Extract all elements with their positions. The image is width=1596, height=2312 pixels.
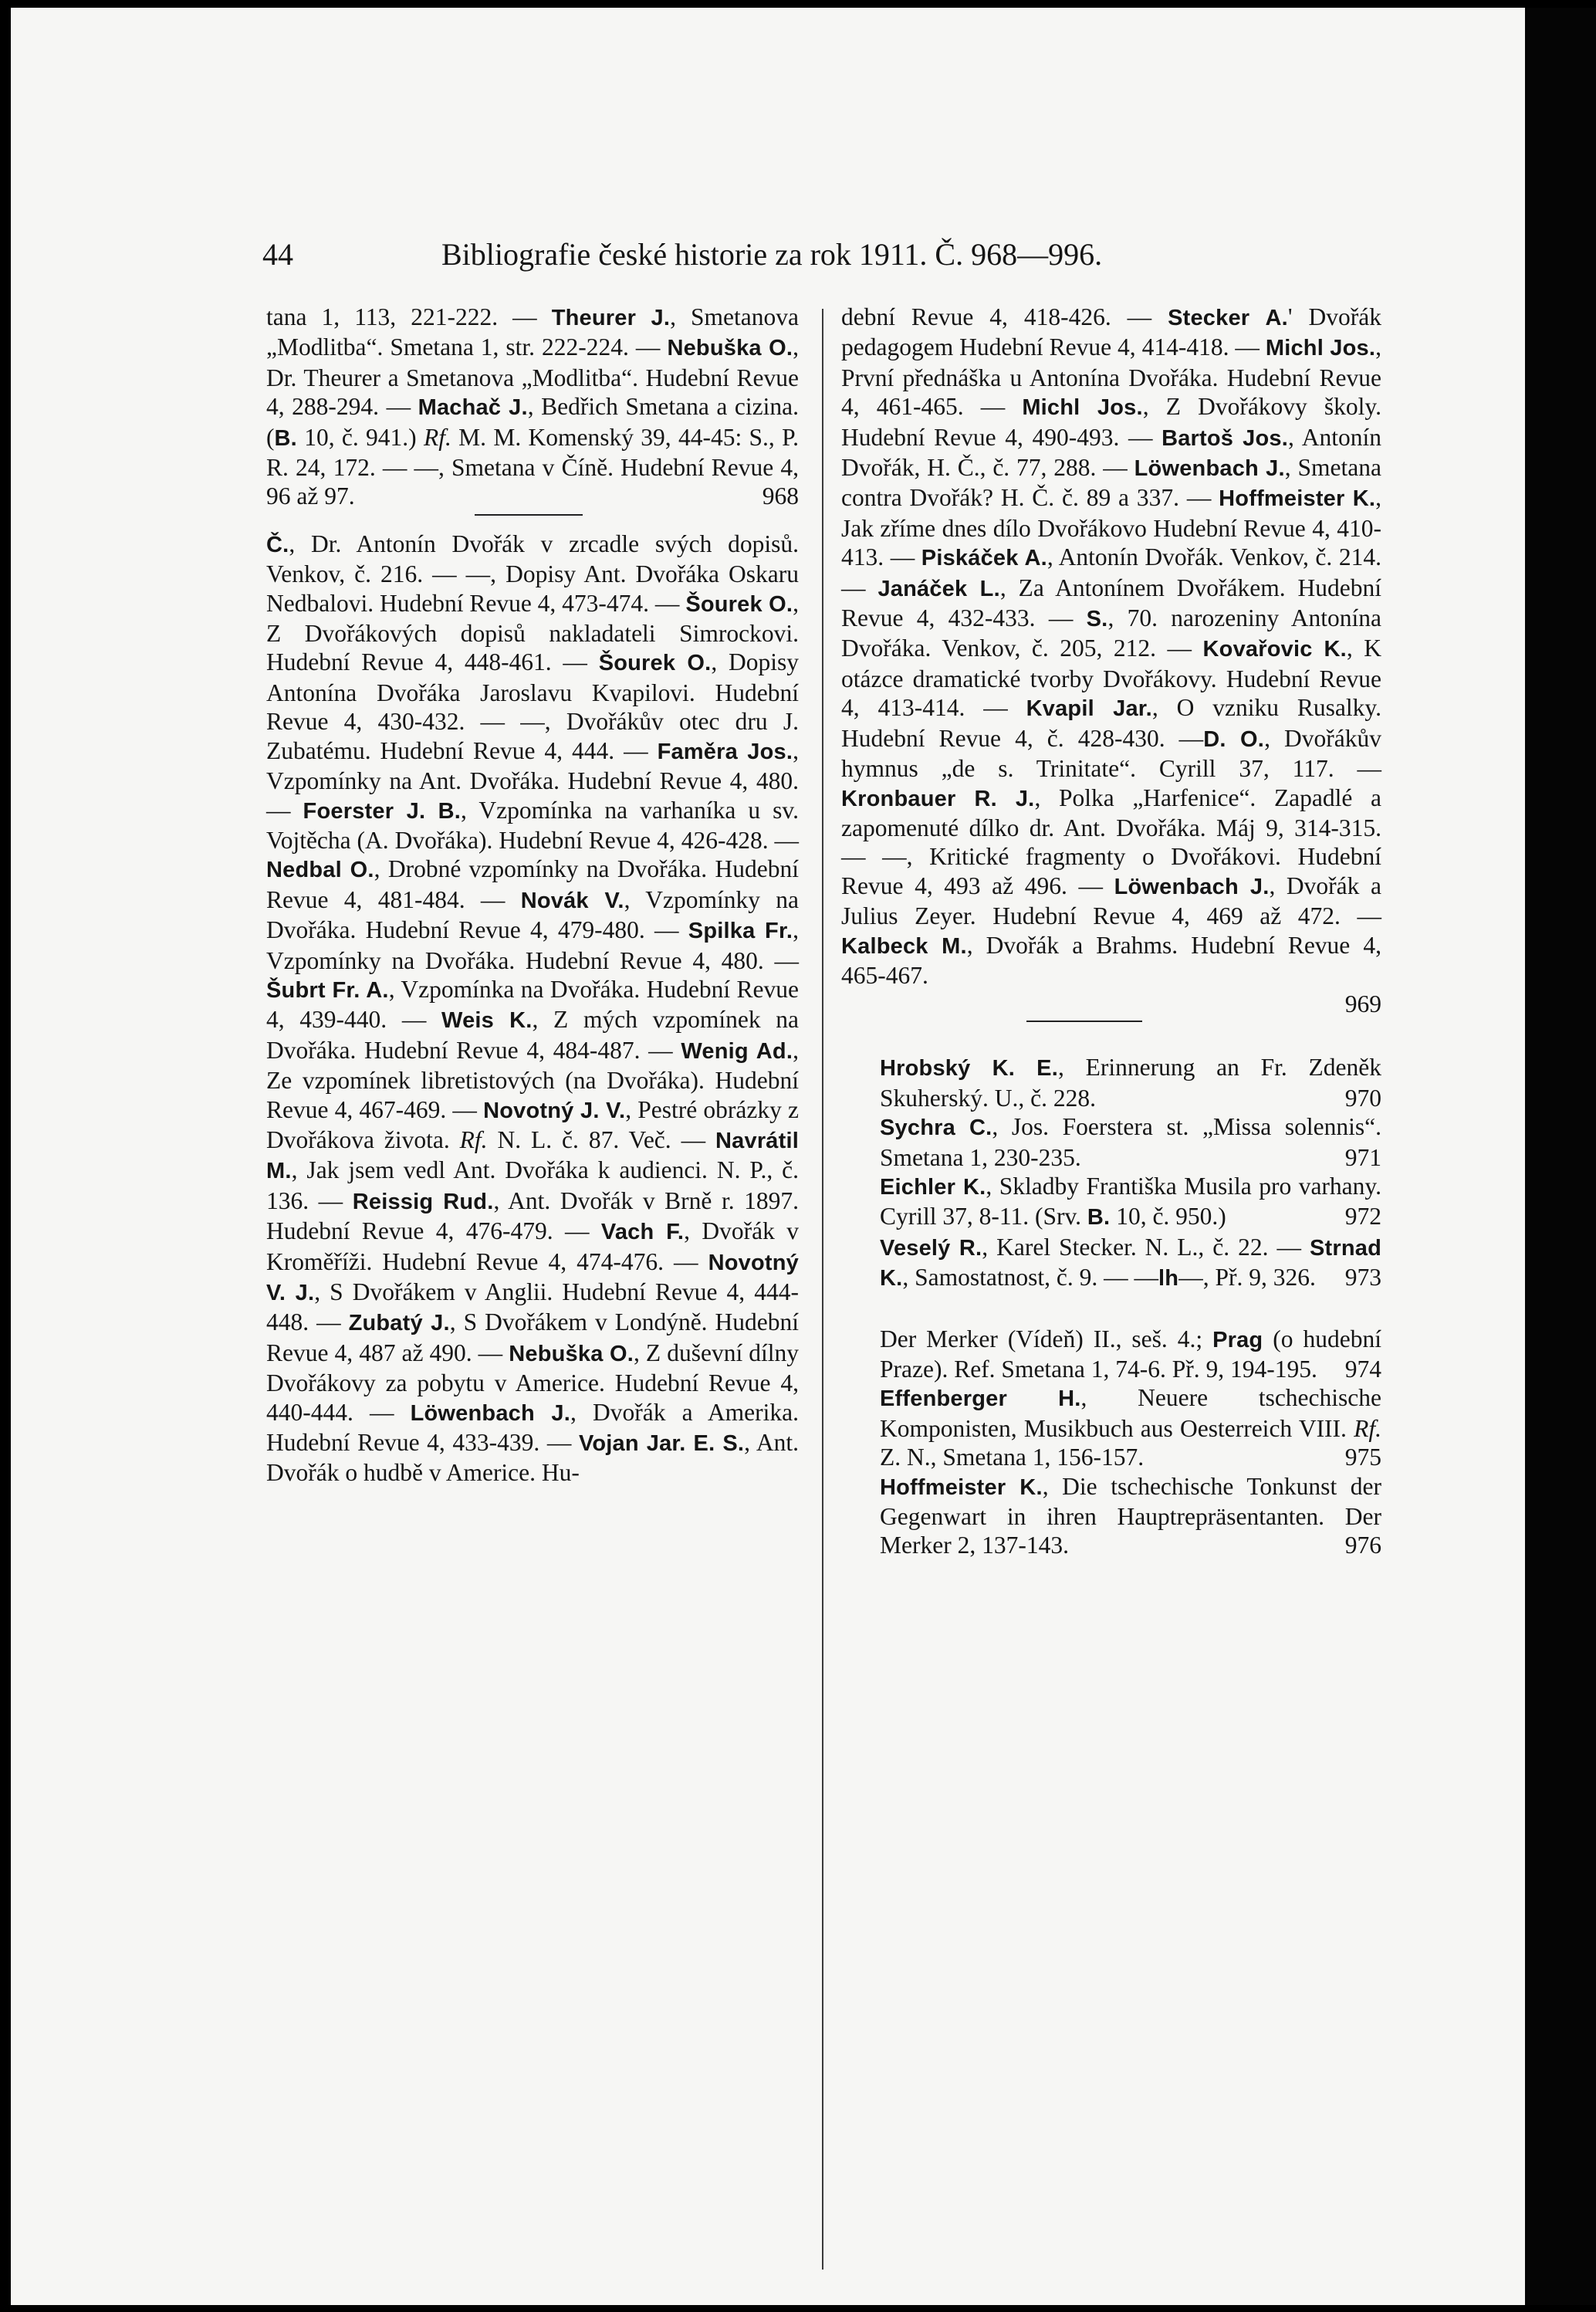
author-name: Č. (266, 532, 289, 557)
author-name: Löwenbach J. (1114, 874, 1270, 899)
author-name: Hoffmeister K. (880, 1474, 1043, 1500)
entry-text: , 70. narozeniny Antonína Dvořáka. Venkov, č. 205, 212. — (841, 604, 1381, 662)
entry-974 (841, 1325, 1381, 1384)
entry-text: , Jak zříme dnes dílo Dvořákovo Hudební Revue 4, 410-413. — (841, 484, 1381, 571)
entry-text: , Vzpomínka na varhaníka u sv. Vojtěcha (A. Dvořáka). Hudební Revue 4, 426-428. — (266, 796, 800, 854)
entry-text: , Z duševní dílny Dvořákovy za pobytu v Americe. Hudební Revue 4, 440-444. — (266, 1339, 799, 1426)
entry-text: , S Dvořákem v Anglii. Hudební Revue 4, 444-448. — (266, 1278, 799, 1336)
section-separator (1026, 1021, 1142, 1022)
author-name: D. O. (1203, 726, 1265, 752)
entry-text: , Bedřich Smetana a cizina. ( (266, 393, 800, 451)
entry-text: M. M. Komenský 39, 44-45: S., P. R. 24, 172. — —, Smetana v Číně. Hudební Revue 4, 96 až 97. (266, 423, 799, 510)
entry-number: 971 (1344, 1143, 1381, 1171)
abbreviation: B. (274, 425, 297, 451)
entry-text: tana 1, 113, 221-222. — (266, 303, 552, 330)
entry-number: 972 (1344, 1203, 1381, 1230)
author-name: Veselý R. (880, 1235, 982, 1261)
entry-text: ' Dvořák pedagogem Hudební Revue 4, 414-418. — (841, 303, 1381, 361)
author-name: Michl Jos. (1022, 395, 1143, 421)
ref-abbr: Rf. (423, 423, 451, 451)
author-name: Piskáček A. (921, 546, 1047, 571)
author-name: Theurer J. (551, 306, 671, 330)
scan-edge (1525, 8, 1596, 2305)
entry-text: , Ant. Dvořák o hudbě v Americe. Hu- (266, 1429, 800, 1487)
entry-text: , Ze vzpomínek libretistových (na Dvořáka). Hudební Revue 4, 467-469. — (266, 1036, 799, 1123)
place-name: Prag (1212, 1327, 1263, 1352)
entry-973 (841, 1233, 1381, 1294)
entry-text: , Ant. Dvořák v Brně r. 1897. Hudební Revue 4, 476-479. — (266, 1186, 800, 1245)
author-name: Navrátil M. (266, 1128, 800, 1184)
entry-text: , Dr. Antonín Dvořák v zrcadle svých dopisů. Venkov, č. 216. — —, Dopisy Ant. Dvořáka Oskaru Nedbalovi. Hudební Revue 4, 473-474. — (266, 530, 799, 617)
entry-text: , Pestré obrázky z Dvořákova života. (266, 1095, 799, 1153)
entry-text: , Dvořák a Julius Zeyer. Hudební Revue 4, 469 až 472. — (841, 872, 1381, 930)
entry-number: 974 (1344, 1356, 1381, 1383)
author-name: Wenig Ad. (681, 1038, 793, 1064)
entry-text: , S Dvořákem v Londýně. Hudební Revue 4, 487 až 490. — (266, 1308, 800, 1366)
entry-text: , Polka „Harfenice“. Zapadlé a zapomenuté dílko dr. Ant. Dvořáka. Máj 9, 314-315. — —, Kritické fragmenty o Dvořákovi. Hudební Revue 4, 493 až 496. — (841, 784, 1381, 899)
entry-970 (841, 1053, 1381, 1112)
entry-971 (841, 1112, 1381, 1172)
entry-text: N. L. č. 87. Več. — (487, 1126, 716, 1153)
entry-text: , Vzpomínky na Ant. Dvořáka. Hudební Revue 4, 480. — (266, 736, 799, 824)
entry-text: , Jak jsem vedl Ant. Dvořáka k audienci. N. P., č. 136. — (266, 1156, 799, 1214)
author-name: Novák V. (520, 888, 624, 913)
author-name: Spilka Fr. (688, 919, 793, 944)
author-name: Janáček L. (877, 576, 1000, 601)
entry-text: , Erinnerung an Fr. Zdeněk Skuherský. U., č. 228. (880, 1054, 1381, 1112)
entry-text: , Dvořák a Amerika. Hudební Revue 4, 433-439. — (266, 1398, 799, 1457)
right-column (841, 303, 1381, 1560)
ref-abbr: Rf. (1354, 1414, 1381, 1442)
ref-abbr: Rf. (459, 1126, 488, 1153)
entry-text: (o hudební Praze). Ref. Smetana 1, 74-6. Př. 9, 194-195. (880, 1325, 1381, 1383)
author-name: Vojan Jar. E. S. (578, 1431, 745, 1457)
author-name: Weis K. (441, 1008, 533, 1034)
entry-separator (475, 514, 583, 516)
entry-text: , Dopisy Antonína Dvořáka Jaroslavu Kvapilovi. Hudební Revue 4, 430-432. — —, Dvořákův otec dru J. Zubatému. Hudební Revue 4, 444. — (266, 648, 799, 764)
author-name: Zubatý J. (348, 1311, 450, 1336)
entry-text: , Karel Stecker. N. L., č. 22. — (982, 1233, 1310, 1261)
entry-969 (266, 530, 799, 1488)
author-name: Stecker A. (1168, 306, 1288, 330)
entry-text: , Dr. Theurer a Smetanova „Modlitba“. Hudební Revue 4, 288-294. — (266, 333, 799, 421)
entry-text: , Antonín Dvořák, H. Č., č. 77, 288. — (841, 423, 1381, 482)
entry-number: 976 (1344, 1532, 1381, 1559)
left-column (266, 303, 799, 1488)
entry-text: , Skladby Františka Musila pro varhany. Cyrill 37, 8-11. (Srv. (880, 1172, 1381, 1230)
running-header (262, 232, 1351, 278)
author-name: Šourek O. (685, 591, 793, 617)
entry-text: , Samostatnost, č. 9. — — (902, 1264, 1159, 1291)
entry-969-continued (841, 303, 1382, 1018)
author-name: Šourek O. (598, 651, 712, 676)
column-divider (822, 309, 823, 2270)
author-name: Löwenbach J. (1134, 456, 1285, 482)
author-name: Hrobský K. E. (880, 1056, 1058, 1082)
entry-text: , Antonín Dvořák. Venkov, č. 214. — (841, 543, 1381, 601)
author-name: Nebuška O. (667, 336, 793, 361)
author-name: Kvapil Jar. (1026, 696, 1152, 722)
page-number: 44 (262, 237, 293, 272)
author-name: Nedbal O. (266, 858, 374, 883)
entry-text: , Vzpomínka na Dvořáka. Hudební Revue 4, 439-440. — (266, 975, 799, 1034)
running-title: Bibliografie české historie za rok 1911. Č. 968—996. (441, 237, 1103, 272)
author-name: Machač J. (418, 395, 528, 421)
entry-number: 975 (1344, 1444, 1381, 1471)
entry-976 (841, 1472, 1381, 1560)
entry-text: , Jos. Foerstera st. „Missa solennis“. Smetana 1, 230-235. (880, 1113, 1382, 1171)
entry-number: 973 (1344, 1264, 1381, 1291)
entry-text: , Neuere tschechische Komponisten, Musikbuch aus Oesterreich VIII. (880, 1384, 1381, 1442)
entry-text: , Smetanova „Modlitba“. Smetana 1, str. 222-224. — (266, 303, 800, 361)
entry-text: Z. N., Smetana 1, 156-157. (880, 1444, 1145, 1471)
author-name: Vach F. (600, 1220, 685, 1245)
entry-968 (266, 303, 799, 511)
entry-text: , Z mých vzpomínek na Dvořáka. Hudební Revue 4, 484-487. — (266, 1006, 800, 1064)
author-name: Effenberger H. (880, 1386, 1081, 1412)
author-name: Novotný V. J. (266, 1250, 799, 1305)
entry-text: , Vzpomínky na Dvořáka. Hudební Revue 4, 479-480. — (266, 885, 799, 944)
entry-text: , Dvořák v Kroměříži. Hudební Revue 4, 474-476. — (266, 1217, 799, 1275)
author-name: Kovařovic K. (1202, 637, 1347, 662)
entry-text: , První přednáška u Antonína Dvořáka. Hudební Revue 4, 461-465. — (841, 333, 1382, 421)
author-name: Nebuška O. (509, 1341, 634, 1366)
entry-text: , O vzniku Rusalky. Hudební Revue 4, č. 428-430. — (841, 694, 1381, 752)
entry-text: , Vzpomínky na Dvořáka. Hudební Revue 4, 480. — (266, 916, 799, 974)
author-name: Kalbeck M. (841, 933, 967, 959)
author-name: Strnad K. (880, 1235, 1382, 1291)
author-name: lh (1158, 1266, 1179, 1291)
author-name: Šubrt Fr. A. (266, 977, 389, 1003)
entry-text: dební Revue 4, 418-426. — (841, 303, 1168, 330)
author-name: Löwenbach J. (410, 1400, 570, 1426)
entry-text: , Smetana contra Dvořák? H. Č. č. 89 a 337. — (841, 454, 1381, 512)
author-name: Foerster J. B. (303, 798, 462, 824)
entry-text: , Dvořákův hymnus „de s. Trinitate“. Cyrill 37, 117. — (841, 724, 1381, 783)
author-name: S. (1086, 607, 1108, 632)
author-name: Sychra C. (880, 1115, 992, 1141)
entry-972 (841, 1172, 1381, 1233)
author-name: Kronbauer R. J. (841, 786, 1035, 811)
abbreviation: B. (1087, 1205, 1111, 1230)
author-name: Eichler K. (880, 1174, 986, 1200)
section-gap (841, 1294, 1381, 1325)
author-name: Michl Jos. (1265, 336, 1376, 361)
entry-text: , Z Dvořákovy školy. Hudební Revue 4, 490-493. — (841, 393, 1381, 451)
author-name: Novotný J. V. (483, 1098, 626, 1123)
entry-975 (841, 1383, 1381, 1471)
entry-text: , Za Antonínem Dvořákem. Hudební Revue 4, 432-433. — (841, 574, 1382, 632)
author-name: Reissig Rud. (352, 1189, 494, 1214)
entry-number: 969 (1344, 990, 1381, 1018)
entry-text: , K otázce dramatické tvorby Dvořákovy. Hudební Revue 4, 413-414. — (841, 635, 1381, 722)
entry-text: Der Merker (Vídeň) II., seš. 4.; (880, 1325, 1213, 1352)
entry-text: , Z Dvořákových dopisů nakladateli Simrockovi. Hudební Revue 4, 448-461. — (266, 589, 799, 676)
entry-text: , Die tschechische Tonkunst der Gegenwart in ihren Hauptrepräsentanten. Der Merker 2, 137-143. (880, 1472, 1381, 1559)
entry-text: —, Př. 9, 326. (1178, 1264, 1316, 1291)
entry-text: , Dvořák a Brahms. Hudební Revue 4, 465-467. (841, 931, 1381, 989)
entry-text: 10, č. 941.) (296, 423, 424, 451)
entry-number: 970 (1344, 1084, 1381, 1112)
entry-number: 968 (762, 482, 799, 510)
author-name: Hoffmeister K. (1219, 486, 1376, 512)
author-name: Faměra Jos. (657, 739, 793, 764)
entry-text: 10, č. 950.) (1110, 1203, 1226, 1230)
author-name: Bartoš Jos. (1161, 425, 1288, 451)
entry-text: , Drobné vzpomínky na Dvořáka. Hudební Revue 4, 481-484. — (266, 855, 799, 913)
